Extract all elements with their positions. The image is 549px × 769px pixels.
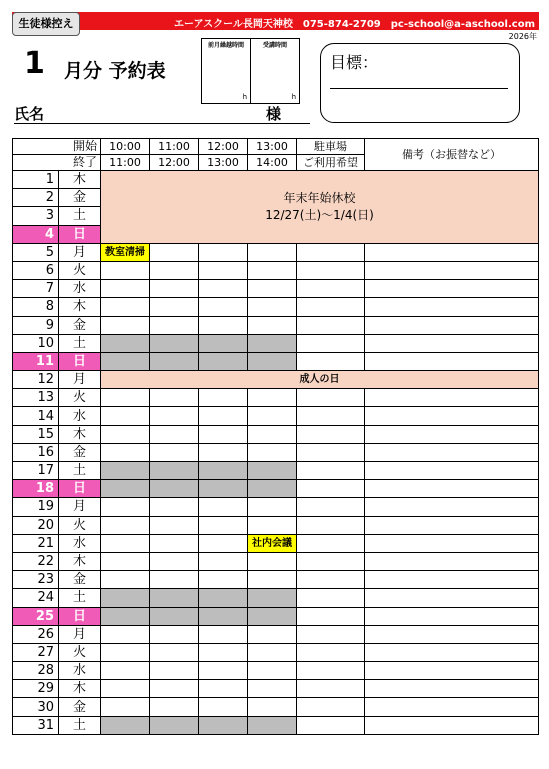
slot-cell[interactable] (150, 316, 199, 334)
lesson-hours-unit: h (291, 93, 296, 101)
day-row (13, 516, 539, 534)
goal-line (330, 88, 508, 89)
slot-cell (248, 334, 297, 352)
start-time: 10:00 (101, 139, 150, 155)
day-number: 28 (13, 662, 59, 680)
slot-cell (101, 480, 150, 498)
weekday: 日 (59, 352, 101, 370)
day-number: 22 (13, 552, 59, 570)
parking-cell[interactable] (297, 662, 365, 680)
parking-cell[interactable] (297, 480, 365, 498)
slot-cell (248, 352, 297, 370)
day-row (13, 571, 539, 589)
end-label: 終了 (13, 155, 101, 171)
slot-cell[interactable] (101, 498, 150, 516)
weekday: 土 (59, 462, 101, 480)
weekday: 土 (59, 334, 101, 352)
parking-cell[interactable] (297, 443, 365, 461)
notes-cell[interactable] (365, 552, 539, 570)
slot-cell[interactable] (199, 425, 248, 443)
slot-cell[interactable] (150, 498, 199, 516)
day-number: 19 (13, 498, 59, 516)
slot-cell[interactable] (101, 316, 150, 334)
slot-cell (101, 462, 150, 480)
slot-cell[interactable] (199, 534, 248, 552)
parking-cell[interactable] (297, 625, 365, 643)
weekday: 金 (59, 316, 101, 334)
carryover-hours-label: 前月繰越時間 (207, 42, 244, 49)
parking-cell[interactable] (297, 407, 365, 425)
slot-cell[interactable] (150, 698, 199, 716)
slot-cell (248, 480, 297, 498)
day-row (13, 662, 539, 680)
weekday: 木 (59, 298, 101, 316)
notes-cell[interactable] (365, 462, 539, 480)
day-number: 5 (13, 243, 59, 261)
notes-cell[interactable] (365, 498, 539, 516)
weekday: 土 (59, 589, 101, 607)
parking-cell[interactable] (297, 243, 365, 261)
slot-cell[interactable] (101, 516, 150, 534)
notes-cell[interactable] (365, 716, 539, 734)
day-number: 12 (13, 371, 59, 389)
end-time: 11:00 (101, 155, 150, 171)
parking-cell[interactable] (297, 498, 365, 516)
slot-cell[interactable] (248, 261, 297, 279)
slot-cell[interactable]: 社内会議 (248, 534, 297, 552)
notes-cell[interactable] (365, 280, 539, 298)
slot-cell[interactable] (248, 425, 297, 443)
slot-cell[interactable] (248, 316, 297, 334)
day-number: 9 (13, 316, 59, 334)
slot-cell[interactable] (101, 680, 150, 698)
slot-cell[interactable] (199, 498, 248, 516)
slot-cell[interactable] (248, 662, 297, 680)
carryover-hours-box (201, 38, 251, 104)
slot-cell[interactable] (248, 298, 297, 316)
day-row (13, 425, 539, 443)
slot-cell[interactable] (101, 389, 150, 407)
goal-label: 目標： (330, 53, 379, 72)
slot-cell[interactable] (199, 261, 248, 279)
weekday: 日 (59, 480, 101, 498)
slot-cell[interactable] (150, 243, 199, 261)
day-number: 24 (13, 589, 59, 607)
slot-cell (248, 462, 297, 480)
slot-cell[interactable] (101, 534, 150, 552)
weekday: 月 (59, 371, 101, 389)
weekday: 土 (59, 207, 101, 225)
page-title: 月分 予約表 (64, 60, 166, 82)
slot-cell (150, 462, 199, 480)
notes-cell[interactable] (365, 680, 539, 698)
end-time: 13:00 (199, 155, 248, 171)
slot-cell[interactable] (150, 425, 199, 443)
parking-cell[interactable] (297, 389, 365, 407)
lesson-hours-box (250, 38, 300, 104)
day-number: 27 (13, 643, 59, 661)
weekday: 金 (59, 698, 101, 716)
day-number: 16 (13, 443, 59, 461)
day-row (13, 462, 539, 480)
honorific-label: 様 (266, 105, 282, 123)
notes-cell[interactable] (365, 662, 539, 680)
slot-cell[interactable] (150, 516, 199, 534)
slot-cell (199, 589, 248, 607)
day-number: 7 (13, 280, 59, 298)
closure-title: 年末年始休校 (283, 190, 356, 205)
notes-header: 備考（お振替など） (365, 139, 539, 171)
end-time: 14:00 (248, 155, 297, 171)
notes-cell[interactable] (365, 298, 539, 316)
slot-cell (150, 716, 199, 734)
day-number: 8 (13, 298, 59, 316)
slot-cell[interactable] (150, 680, 199, 698)
day-row (13, 589, 539, 607)
slot-cell (150, 607, 199, 625)
slot-cell[interactable] (199, 680, 248, 698)
slot-cell[interactable] (248, 698, 297, 716)
weekday: 金 (59, 443, 101, 461)
day-row (13, 643, 539, 661)
reservation-table (12, 138, 539, 735)
parking-label: 駐車場 (297, 139, 365, 155)
parking-cell[interactable] (297, 534, 365, 552)
weekday: 木 (59, 552, 101, 570)
slot-cell[interactable] (199, 243, 248, 261)
weekday: 金 (59, 189, 101, 207)
day-number: 30 (13, 698, 59, 716)
slot-cell[interactable] (199, 280, 248, 298)
slot-cell[interactable] (101, 298, 150, 316)
notes-cell[interactable] (365, 334, 539, 352)
slot-cell[interactable] (199, 571, 248, 589)
slot-cell[interactable] (101, 698, 150, 716)
day-number: 25 (13, 607, 59, 625)
slot-cell[interactable] (150, 552, 199, 570)
notes-cell[interactable] (365, 407, 539, 425)
weekday: 月 (59, 243, 101, 261)
slot-cell[interactable] (150, 389, 199, 407)
day-number: 17 (13, 462, 59, 480)
slot-cell[interactable] (248, 280, 297, 298)
day-number: 23 (13, 571, 59, 589)
weekday: 日 (59, 607, 101, 625)
weekday: 木 (59, 425, 101, 443)
start-time: 11:00 (150, 139, 199, 155)
day-number: 3 (13, 207, 59, 225)
slot-cell[interactable] (101, 552, 150, 570)
slot-cell (248, 607, 297, 625)
weekday: 木 (59, 171, 101, 189)
copy-label: 生徒様控え (12, 12, 80, 36)
parking-cell[interactable] (297, 589, 365, 607)
day-number: 1 (13, 171, 59, 189)
weekday: 水 (59, 280, 101, 298)
day-row (13, 352, 539, 370)
parking-cell[interactable] (297, 261, 365, 279)
slot-cell[interactable] (199, 443, 248, 461)
winter-closure-block (101, 171, 539, 244)
slot-cell[interactable] (199, 298, 248, 316)
day-number: 31 (13, 716, 59, 734)
weekday: 火 (59, 389, 101, 407)
slot-cell (150, 334, 199, 352)
end-time: 12:00 (150, 155, 199, 171)
weekday: 火 (59, 643, 101, 661)
notes-cell[interactable] (365, 389, 539, 407)
day-number: 4 (13, 225, 59, 243)
weekday: 月 (59, 498, 101, 516)
slot-cell[interactable] (199, 407, 248, 425)
slot-cell (101, 716, 150, 734)
day-row (13, 334, 539, 352)
notes-cell[interactable] (365, 643, 539, 661)
day-row (13, 371, 539, 389)
slot-cell (101, 352, 150, 370)
day-number: 10 (13, 334, 59, 352)
parking-cell[interactable] (297, 552, 365, 570)
day-row (13, 534, 539, 552)
slot-cell (101, 589, 150, 607)
slot-cell[interactable] (199, 625, 248, 643)
slot-cell[interactable] (150, 298, 199, 316)
weekday: 火 (59, 516, 101, 534)
slot-cell[interactable] (150, 280, 199, 298)
slot-cell (248, 716, 297, 734)
adult-day-holiday: 成人の日 (101, 371, 539, 389)
slot-cell[interactable] (101, 425, 150, 443)
slot-cell[interactable] (248, 643, 297, 661)
slot-cell (150, 480, 199, 498)
notes-cell[interactable] (365, 443, 539, 461)
day-number: 14 (13, 407, 59, 425)
parking-cell[interactable] (297, 352, 365, 370)
parking-cell[interactable] (297, 607, 365, 625)
notes-cell[interactable] (365, 625, 539, 643)
day-number: 18 (13, 480, 59, 498)
slot-cell (101, 607, 150, 625)
slot-cell[interactable] (248, 243, 297, 261)
slot-cell[interactable] (248, 552, 297, 570)
day-number: 20 (13, 516, 59, 534)
day-row (13, 389, 539, 407)
weekday: 水 (59, 407, 101, 425)
weekday: 木 (59, 680, 101, 698)
start-time: 13:00 (248, 139, 297, 155)
slot-cell[interactable] (150, 443, 199, 461)
day-row (13, 298, 539, 316)
slot-cell (150, 352, 199, 370)
slot-cell (150, 589, 199, 607)
year-label: 2026年 (508, 32, 537, 41)
slot-cell[interactable] (101, 643, 150, 661)
name-label: 氏名 (14, 105, 45, 123)
slot-cell[interactable] (248, 625, 297, 643)
day-row (13, 407, 539, 425)
parking-cell[interactable] (297, 716, 365, 734)
slot-cell (199, 334, 248, 352)
day-number: 21 (13, 534, 59, 552)
month-number: 1 (24, 46, 45, 81)
parking-cell[interactable] (297, 680, 365, 698)
weekday: 水 (59, 662, 101, 680)
slot-cell[interactable] (101, 407, 150, 425)
slot-cell (199, 352, 248, 370)
notes-cell[interactable] (365, 607, 539, 625)
slot-cell[interactable]: 教室清掃 (101, 243, 150, 261)
start-time: 12:00 (199, 139, 248, 155)
slot-cell[interactable] (248, 498, 297, 516)
day-row (13, 243, 539, 261)
parking-cell[interactable] (297, 571, 365, 589)
day-number: 13 (13, 389, 59, 407)
slot-cell[interactable] (150, 534, 199, 552)
lesson-hours-label: 受講時間 (262, 42, 287, 49)
day-row (13, 680, 539, 698)
day-number: 26 (13, 625, 59, 643)
notes-cell[interactable] (365, 352, 539, 370)
name-line (14, 123, 310, 124)
day-row (13, 316, 539, 334)
day-number: 29 (13, 680, 59, 698)
start-label: 開始 (13, 139, 101, 155)
day-row (13, 716, 539, 734)
slot-cell[interactable] (248, 571, 297, 589)
weekday: 水 (59, 534, 101, 552)
day-row (13, 607, 539, 625)
slot-cell[interactable] (101, 261, 150, 279)
carryover-hours-unit: h (242, 93, 247, 101)
notes-cell[interactable] (365, 261, 539, 279)
day-number: 2 (13, 189, 59, 207)
slot-cell[interactable] (199, 389, 248, 407)
notes-cell[interactable] (365, 698, 539, 716)
notes-cell[interactable] (365, 480, 539, 498)
slot-cell[interactable] (199, 316, 248, 334)
notes-cell[interactable] (365, 589, 539, 607)
day-row (13, 171, 539, 189)
slot-cell[interactable] (199, 662, 248, 680)
slot-cell (248, 589, 297, 607)
day-number: 15 (13, 425, 59, 443)
slot-cell[interactable] (248, 443, 297, 461)
notes-cell[interactable] (365, 243, 539, 261)
day-row (13, 498, 539, 516)
parking-cell[interactable] (297, 643, 365, 661)
closure-range: 12/27(土)〜1/4(日) (265, 207, 374, 222)
day-row (13, 552, 539, 570)
slot-cell[interactable] (101, 625, 150, 643)
notes-cell[interactable] (365, 571, 539, 589)
slot-cell[interactable] (101, 662, 150, 680)
day-row (13, 261, 539, 279)
notes-cell[interactable] (365, 316, 539, 334)
slot-cell (199, 607, 248, 625)
day-row (13, 480, 539, 498)
day-number: 6 (13, 261, 59, 279)
slot-cell[interactable] (248, 389, 297, 407)
weekday: 月 (59, 625, 101, 643)
slot-cell[interactable] (150, 625, 199, 643)
slot-cell[interactable] (248, 680, 297, 698)
parking-label-sub: ご利用希望 (297, 155, 365, 171)
day-row (13, 625, 539, 643)
slot-cell (199, 480, 248, 498)
slot-cell[interactable] (199, 643, 248, 661)
slot-cell[interactable] (150, 643, 199, 661)
day-row (13, 280, 539, 298)
day-row (13, 443, 539, 461)
slot-cell[interactable] (199, 516, 248, 534)
slot-cell (199, 716, 248, 734)
parking-cell[interactable] (297, 298, 365, 316)
weekday: 金 (59, 571, 101, 589)
slot-cell[interactable] (248, 407, 297, 425)
parking-cell[interactable] (297, 280, 365, 298)
notes-cell[interactable] (365, 516, 539, 534)
parking-cell[interactable] (297, 516, 365, 534)
parking-cell[interactable] (297, 462, 365, 480)
slot-cell[interactable] (150, 662, 199, 680)
weekday: 火 (59, 261, 101, 279)
parking-cell[interactable] (297, 316, 365, 334)
slot-cell[interactable] (101, 443, 150, 461)
slot-cell[interactable] (248, 516, 297, 534)
slot-cell[interactable] (199, 698, 248, 716)
slot-cell[interactable] (101, 571, 150, 589)
school-contact: エーアスクール長岡天神校 075-874-2709 pc-school@a-aschool.com (173, 19, 535, 30)
weekday: 土 (59, 716, 101, 734)
slot-cell[interactable] (150, 571, 199, 589)
parking-cell[interactable] (297, 425, 365, 443)
notes-cell[interactable] (365, 534, 539, 552)
notes-cell[interactable] (365, 425, 539, 443)
slot-cell (199, 462, 248, 480)
weekday: 日 (59, 225, 101, 243)
day-row (13, 698, 539, 716)
day-number: 11 (13, 352, 59, 370)
slot-cell[interactable] (101, 280, 150, 298)
slot-cell[interactable] (199, 552, 248, 570)
slot-cell (101, 334, 150, 352)
slot-cell[interactable] (150, 407, 199, 425)
parking-cell[interactable] (297, 334, 365, 352)
parking-cell[interactable] (297, 698, 365, 716)
slot-cell[interactable] (150, 261, 199, 279)
